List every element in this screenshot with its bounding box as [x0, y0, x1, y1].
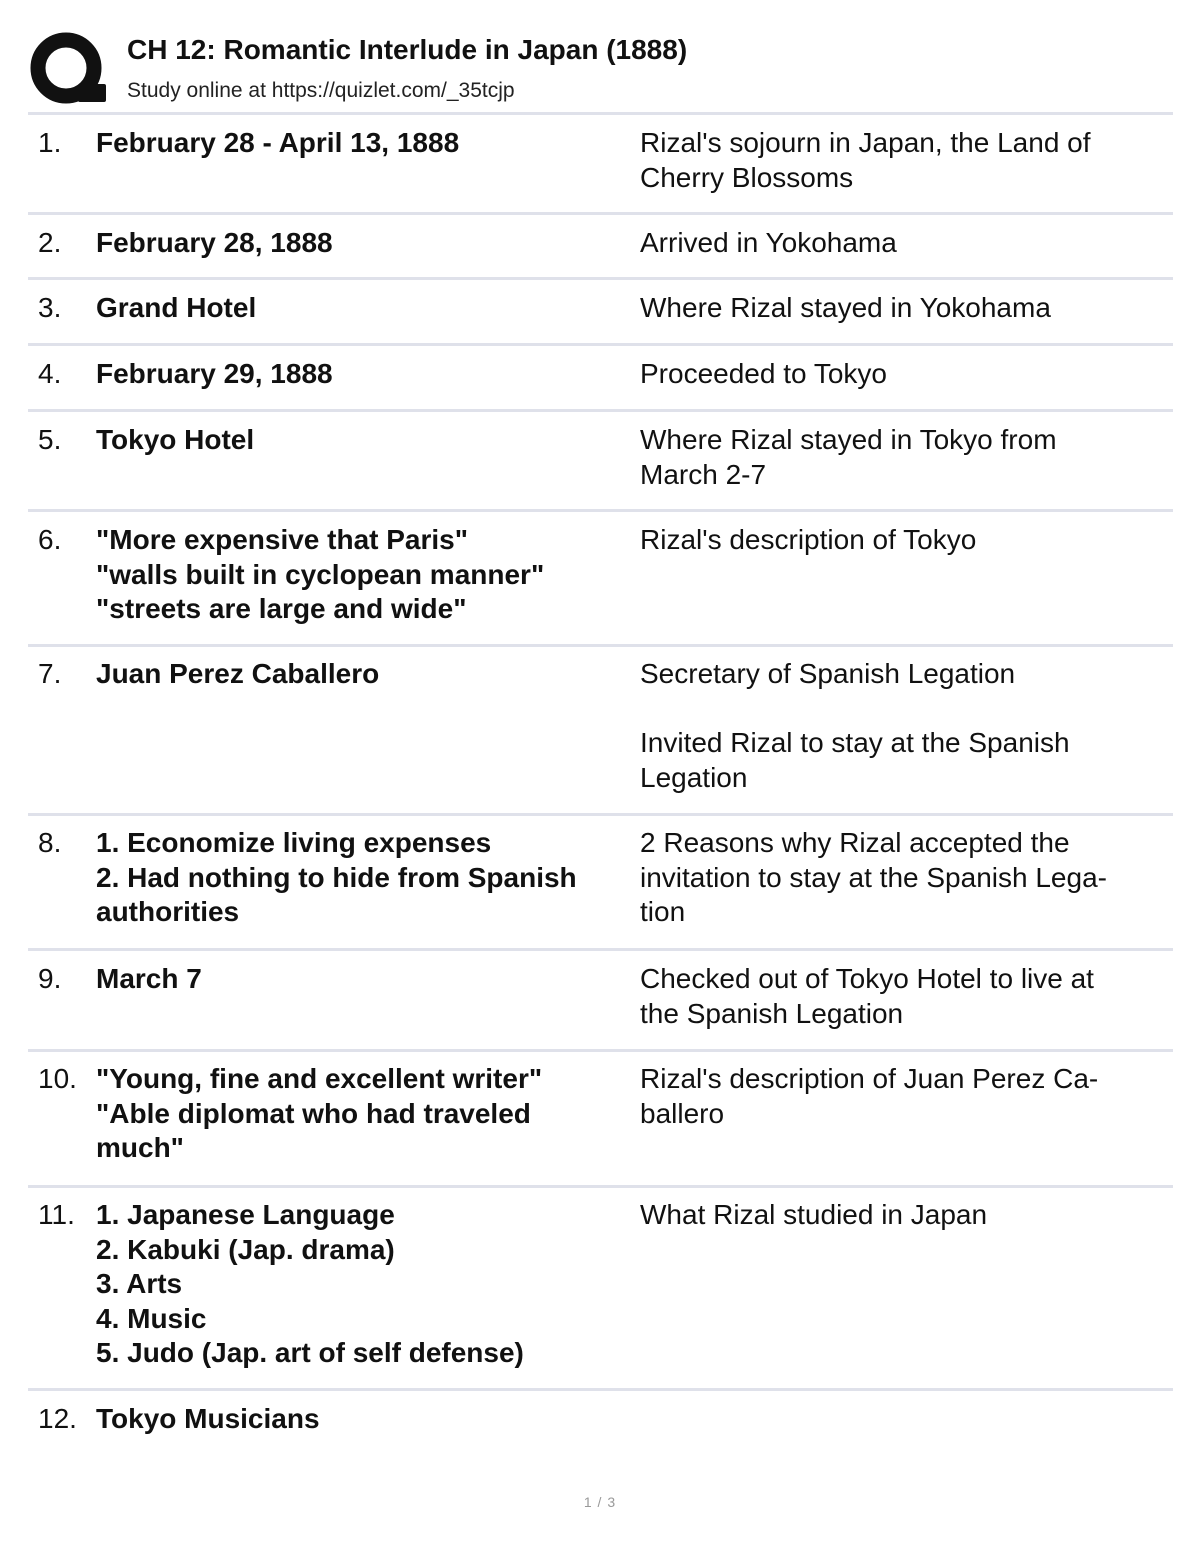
term-line: "Able diplomat who had traveled	[96, 1097, 531, 1129]
term-line: "streets are large and wide"	[96, 593, 467, 624]
definition-line: Rizal's description of Tokyo	[640, 524, 977, 555]
definition-line: Proceeded to Tokyo	[640, 358, 887, 389]
card-number: 4.	[38, 358, 62, 389]
card-definition	[640, 1062, 1170, 1131]
card-term	[96, 1062, 636, 1166]
definition-line: Where Rizal stayed in Yokohama	[640, 292, 1051, 323]
definition-line: Invited Rizal to stay at the Spanish	[640, 727, 1070, 758]
term-line: February 28, 1888	[96, 227, 333, 258]
term-line: Tokyo Hotel	[96, 424, 255, 455]
quizlet-logo-icon	[30, 32, 108, 110]
card-term	[96, 1198, 636, 1371]
definition-line: What Rizal studied in Japan	[640, 1199, 988, 1230]
row-divider	[28, 409, 1173, 412]
definition-line: Checked out of Tokyo Hotel to live at	[640, 963, 1094, 994]
term-line: 1. Japanese Language	[96, 1199, 395, 1230]
row-divider	[28, 112, 1173, 115]
term-line: Tokyo Musicians	[96, 1403, 320, 1434]
definition-line: Where Rizal stayed in Tokyo from	[640, 424, 1057, 455]
card-number: 2.	[38, 227, 62, 258]
definition-line: the Spanish Legation	[640, 997, 904, 1029]
term-line: 2. Had nothing to hide from Spanish	[96, 861, 577, 893]
row-divider	[28, 277, 1173, 280]
term-line: much"	[96, 1132, 184, 1163]
card-number: 6.	[38, 524, 62, 555]
card-definition	[640, 657, 1170, 795]
card-term	[96, 226, 636, 261]
card-number: 7.	[38, 658, 62, 689]
card-number: 8.	[38, 827, 62, 858]
card-number: 5.	[38, 424, 62, 455]
definition-line: ballero	[640, 1097, 725, 1129]
card-number: 10.	[38, 1063, 77, 1094]
card-term	[96, 962, 636, 997]
definition-line: Rizal's description of Juan Perez Ca-	[640, 1063, 1099, 1094]
term-line: Juan Perez Caballero	[96, 658, 380, 689]
term-line: "Young, fine and excellent writer"	[96, 1063, 543, 1094]
card-term	[96, 657, 636, 692]
term-line: 3. Arts	[96, 1268, 183, 1299]
row-divider	[28, 509, 1173, 512]
row-divider	[28, 1388, 1173, 1391]
card-definition	[640, 357, 1170, 392]
definition-line: Cherry Blossoms	[640, 161, 854, 193]
card-number: 12.	[38, 1403, 77, 1434]
definition-line: March 2-7	[640, 458, 767, 490]
card-number: 3.	[38, 292, 62, 323]
study-link[interactable]: Study online at https://quizlet.com/_35tcjp	[127, 79, 515, 102]
row-divider	[28, 948, 1173, 951]
card-term	[96, 1402, 636, 1437]
card-term	[96, 523, 636, 627]
term-line: March 7	[96, 963, 202, 994]
card-definition	[640, 826, 1170, 930]
definition-line: 2 Reasons why Rizal accepted the	[640, 827, 1070, 858]
card-number: 1.	[38, 127, 62, 158]
term-line: February 28 - April 13, 1888	[96, 127, 460, 158]
definition-line: tion	[640, 896, 686, 927]
card-term	[96, 826, 636, 930]
definition-line	[640, 692, 1170, 727]
card-term	[96, 126, 636, 161]
term-line: "walls built in cyclopean manner"	[96, 558, 545, 590]
card-definition	[640, 226, 1170, 261]
card-term	[96, 291, 636, 326]
row-divider	[28, 212, 1173, 215]
row-divider	[28, 343, 1173, 346]
card-term	[96, 423, 636, 458]
row-divider	[28, 1049, 1173, 1052]
term-line: 1. Economize living expenses	[96, 827, 492, 858]
definition-line: Rizal's sojourn in Japan, the Land of	[640, 127, 1091, 158]
page-number: 1 / 3	[583, 1494, 617, 1510]
card-definition	[640, 423, 1170, 492]
card-definition	[640, 126, 1170, 195]
card-term	[96, 357, 636, 392]
card-definition	[640, 291, 1170, 326]
page-title: CH 12: Romantic Interlude in Japan (1888)	[127, 34, 688, 65]
definition-line: Legation	[640, 761, 748, 793]
definition-line: invitation to stay at the Spanish Lega-	[640, 861, 1107, 893]
row-divider	[28, 1185, 1173, 1188]
term-line: 4. Music	[96, 1302, 207, 1334]
row-divider	[28, 813, 1173, 816]
card-definition	[640, 962, 1170, 1031]
card-number: 9.	[38, 963, 62, 994]
header	[30, 30, 1172, 112]
term-line: 5. Judo (Jap. art of self defense)	[96, 1337, 524, 1368]
term-line: "More expensive that Paris"	[96, 524, 469, 555]
term-line: authorities	[96, 896, 240, 927]
card-definition	[640, 523, 1170, 558]
definition-line: Secretary of Spanish Legation	[640, 658, 1016, 689]
definition-line: Arrived in Yokohama	[640, 227, 897, 258]
term-line: Grand Hotel	[96, 292, 257, 323]
card-number: 11.	[38, 1199, 75, 1230]
term-line: February 29, 1888	[96, 358, 333, 389]
card-definition	[640, 1198, 1170, 1233]
term-line: 2. Kabuki (Jap. drama)	[96, 1233, 395, 1265]
row-divider	[28, 644, 1173, 647]
